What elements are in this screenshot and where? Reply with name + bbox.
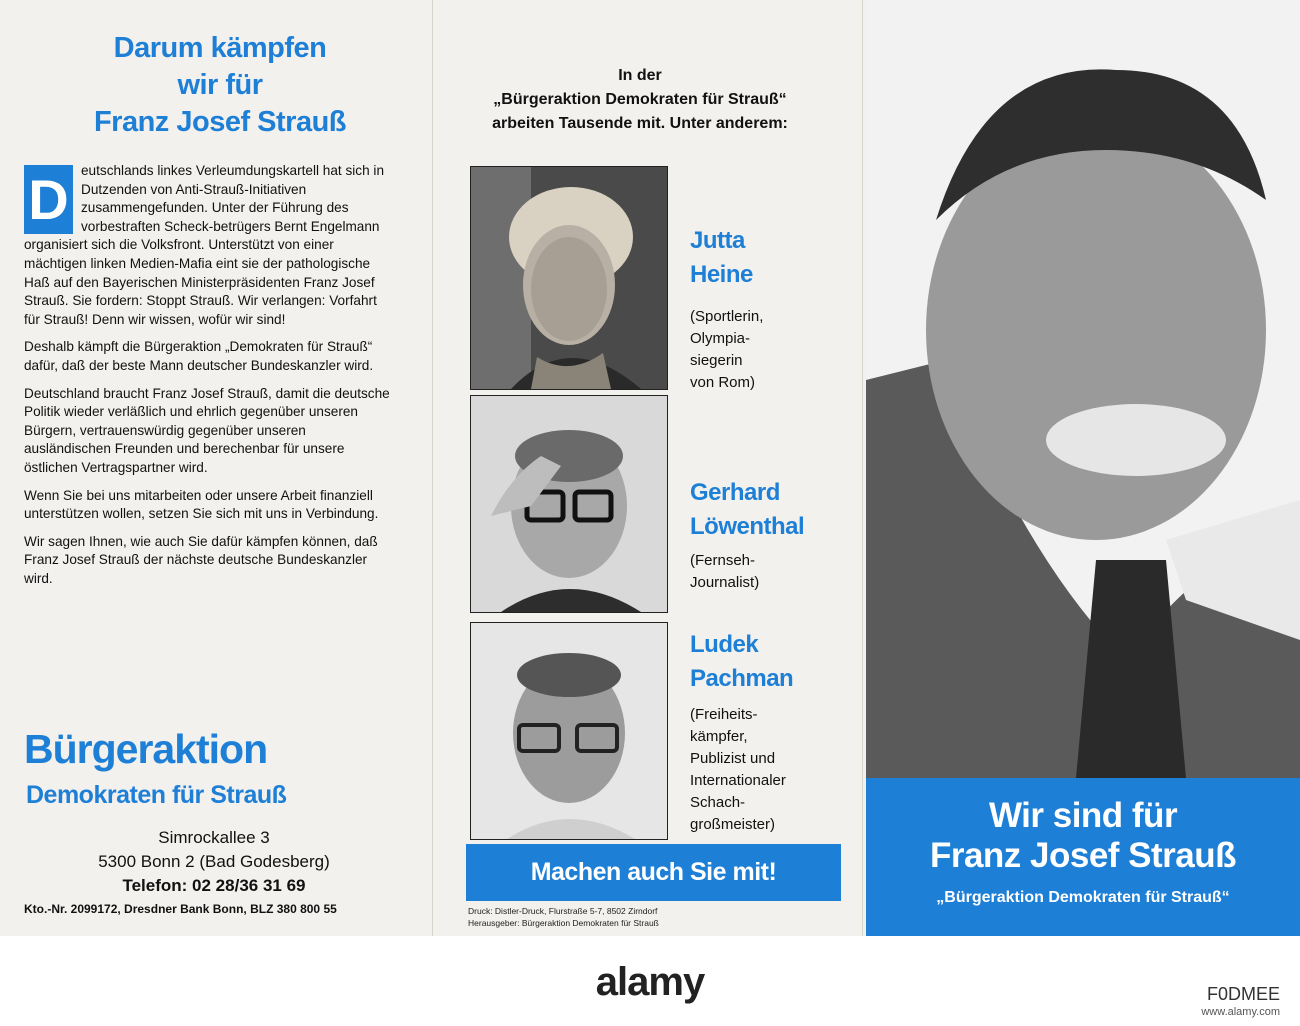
photo-ludek-pachman xyxy=(470,622,668,840)
desc-line: großmeister) xyxy=(690,816,776,833)
print-credits xyxy=(468,905,848,929)
middle-heading-line: In der xyxy=(618,67,662,84)
alamy-logo: alamy xyxy=(595,960,705,1004)
desc-line: siegerin xyxy=(690,352,743,369)
middle-heading-line: arbeiten Tausende mit. Unter anderem: xyxy=(492,115,788,132)
middle-heading xyxy=(440,64,840,136)
paragraph-3: Deutschland braucht Franz Josef Strauß, damit die deutsche Politik wieder verläßlich und ehrlich gegenüber unseren Bürgern, vertrauenswürdig gegenüber unseren ausländischen Freunden und berechenbar für unsere östlichen Vertragspartner wird. xyxy=(24,385,390,475)
name-line: Ludek xyxy=(690,631,759,658)
photo-gerhard-loewenthal xyxy=(470,395,668,613)
slogan-line-2: Franz Josef Strauß xyxy=(929,836,1237,875)
desc-line: kämpfer, xyxy=(690,728,748,745)
phone-number: Telefon: 02 28/36 31 69 xyxy=(122,876,306,895)
portrait-woman-graphic xyxy=(471,167,667,389)
desc-line: Olympia- xyxy=(690,330,751,347)
right-slogan-band xyxy=(866,778,1300,936)
portrait-older-man-graphic xyxy=(471,623,667,839)
paragraph-4: Wenn Sie bei uns mitarbeiten oder unsere Arbeit finanziell unterstützen wollen, setzen Sie sich mit uns in Verbindung. xyxy=(24,487,379,522)
name-line: Jutta xyxy=(690,227,745,254)
print-credit-line: Druck: Distler-Druck, Flurstraße 5-7, 8502 Zirndorf xyxy=(468,906,658,916)
person-name-gerhard-loewenthal xyxy=(690,476,840,544)
desc-line: (Fernseh- xyxy=(690,552,756,569)
paragraph-2: Deshalb kämpft die Bürgeraktion „Demokraten für Strauß“ dafür, daß der beste Mann deutscher Bundeskanzler wird. xyxy=(24,339,374,373)
left-title-line: wir für xyxy=(177,69,263,101)
address-street: Simrockallee 3 xyxy=(158,828,270,847)
desc-line: Journalist) xyxy=(690,574,760,591)
paragraph-1 xyxy=(24,162,394,329)
left-title xyxy=(20,30,420,141)
org-subtitle: Demokraten für Strauß xyxy=(26,781,287,809)
person-name-ludek-pachman xyxy=(690,628,840,696)
desc-line: Schach- xyxy=(690,794,746,811)
address-city: 5300 Bonn 2 (Bad Godesberg) xyxy=(98,852,330,871)
desc-line: Publizist und xyxy=(690,750,776,767)
left-body-text xyxy=(24,162,394,597)
dropcap: D xyxy=(24,165,73,234)
address-block xyxy=(24,826,404,898)
site-url: www.alamy.com xyxy=(1201,1006,1280,1018)
print-credit-line: Herausgeber: Bürgeraktion Demokraten für Strauß xyxy=(468,918,659,928)
bank-account: Kto.-Nr. 2099172, Dresdner Bank Bonn, BLZ 380 800 55 xyxy=(24,902,337,916)
slogan-line-1: Wir sind für xyxy=(988,796,1178,835)
person-desc-jutta-heine xyxy=(690,306,840,394)
desc-line: (Sportlerin, xyxy=(690,308,764,325)
left-title-line: Darum kämpfen xyxy=(113,32,327,64)
paragraph-1-text: eutschlands linkes Verleumdungskartell hat sich in Dutzenden von Anti-Strauß-Initiativen zusammengefunden. Unter der Führung des vorbestraften Scheck-betrügers Bernt Engelmann organisiert sich die Volksfront. Unterstützt von einer mächtigen linken Medien-Mafia eint sie der pathologische Haß auf den Bayerischen Ministerpräsidenten Franz Josef Strauß. Sie fordern: Stoppt Strauß. Wir verlangen: Vorfahrt für Strauß! Denn wir wissen, wofür wir sind! xyxy=(24,163,385,327)
cta-banner: Machen auch Sie mit! xyxy=(466,844,841,901)
person-desc-gerhard-loewenthal xyxy=(690,550,840,594)
paragraph-5: Wir sagen Ihnen, wie auch Sie dafür kämpfen können, daß Franz Josef Strauß der nächste deutsche Bundeskanzler wird. xyxy=(24,533,378,586)
org-name: Bürgeraktion xyxy=(24,726,268,772)
image-id: F0DMEE xyxy=(1206,984,1280,1004)
portrait-smiling-man-graphic xyxy=(866,0,1300,778)
main-photo-portrait xyxy=(866,0,1300,778)
desc-line: (Freiheits- xyxy=(690,706,758,723)
desc-line: von Rom) xyxy=(690,374,756,391)
name-line: Löwenthal xyxy=(690,513,805,540)
name-line: Pachman xyxy=(690,665,794,692)
name-line: Gerhard xyxy=(690,479,780,506)
name-line: Heine xyxy=(690,261,753,288)
fold-line-left xyxy=(432,0,433,936)
person-name-jutta-heine xyxy=(690,224,840,292)
fold-line-right xyxy=(862,0,863,936)
photo-jutta-heine xyxy=(470,166,668,390)
left-title-line: Franz Josef Strauß xyxy=(93,106,347,138)
person-desc-ludek-pachman xyxy=(690,704,840,836)
portrait-man-glasses-graphic xyxy=(471,396,667,612)
desc-line: Internationaler xyxy=(690,772,786,789)
middle-heading-line: „Bürgeraktion Demokraten für Strauß“ xyxy=(493,91,787,108)
slogan-org: „Bürgeraktion Demokraten für Strauß“ xyxy=(936,889,1230,906)
